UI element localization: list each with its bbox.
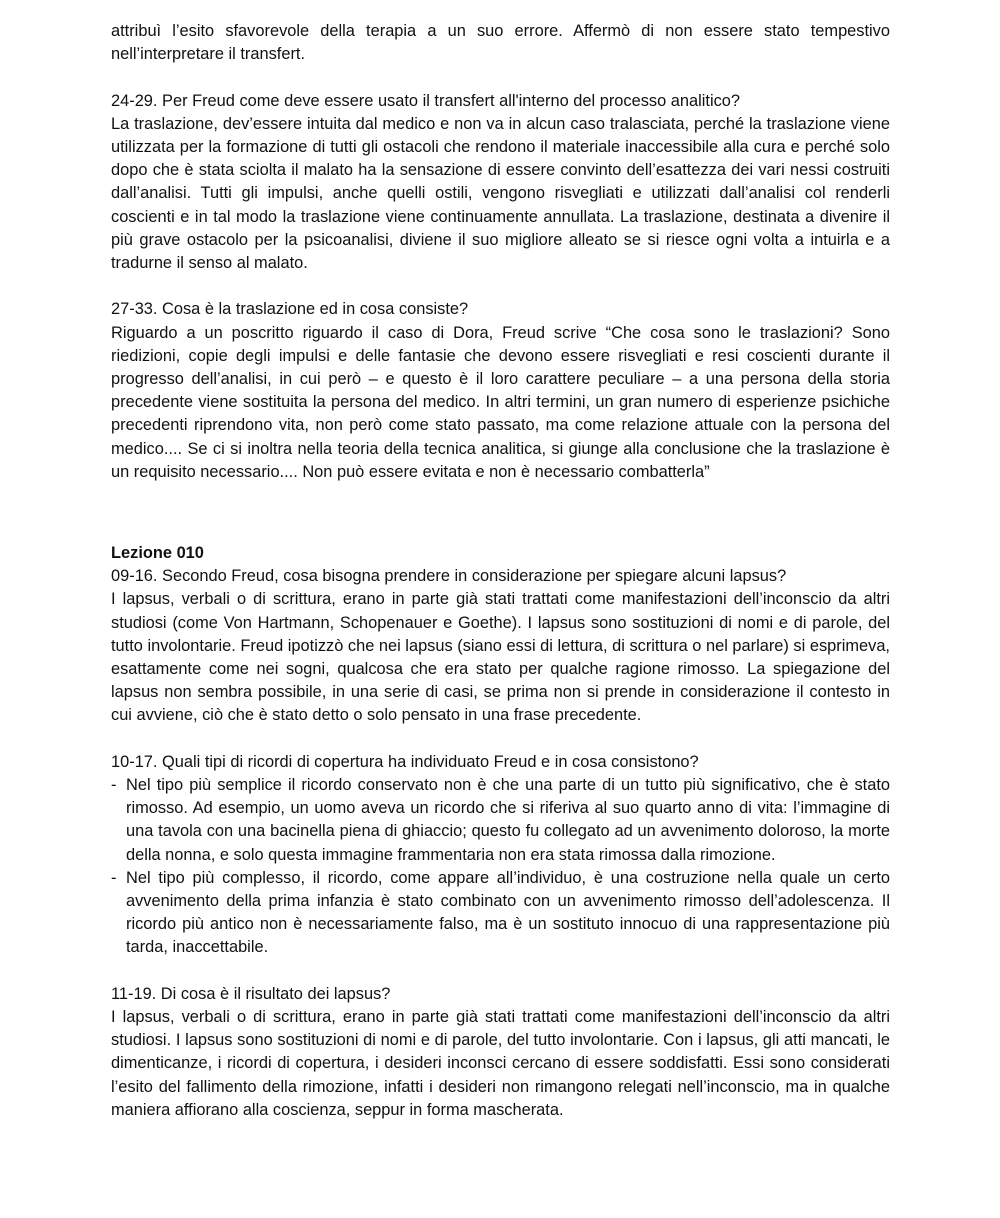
spacer — [111, 484, 890, 519]
bullet-dash: - — [111, 868, 117, 887]
spacer — [111, 960, 890, 983]
list-item-text: Nel tipo più complesso, il ricordo, come appare all’individuo, è una costruzione nella quale un certo avvenimento della prima infanzia è stato combinato con un avvenimento rimosso dell’adolescenza. Il ricordo più antico non è necessariamente falso, ma è un sostituto innocuo di una rappresentazione più tarda, inaccettabile. — [126, 868, 890, 957]
list-item-text: Nel tipo più semplice il ricordo conservato non è che una parte di un tutto più significativo, che è stato rimosso. Ad esempio, un uomo aveva un ricordo che si riferiva al suo quarto anno di vita: l’immagine di una tavola con una bacinella piena di ghiaccio; questo fu collegato ad un avvenimento doloroso, la morte della nonna, e solo questa immagine frammentaria non era stata rimossa dalla rimozione. — [126, 776, 890, 864]
question-24-29: 24-29. Per Freud come deve essere usato il transfert all'interno del processo analitico? — [111, 91, 741, 110]
intro-paragraph: attribuì l’esito sfavorevole della terapia a un suo errore. Affermò di non essere stato tempestivo nell’interpretare il transfert. — [111, 22, 890, 64]
answer-10-17-list — [111, 774, 890, 960]
list-item — [111, 774, 890, 867]
spacer — [111, 728, 890, 751]
question-09-16: 09-16. Secondo Freud, cosa bisogna prendere in considerazione per spiegare alcuni lapsus? — [111, 567, 787, 586]
answer-11-19: I lapsus, verbali o di scrittura, erano in parte già stati trattati come manifestazioni dell’inconscio da altri studiosi. I lapsus sono sostituzioni di nomi e di parole, del tutto involontarie. Con i lapsus, gli atti mancati, le dimenticanze, i ricordi di copertura, i desideri inconsci cercano di essere soddisfatti. Essi sono considerati l’esito del fallimento della rimozione, infatti i desideri non rimangono relegati nell’inconscio, ma in qualche maniera affiorano alla coscienza, seppur in forma mascherata. — [111, 1008, 890, 1119]
answer-27-33: Riguardo a un poscritto riguardo il caso di Dora, Freud scrive “Che cosa sono le traslazioni? Sono riedizioni, copie degli impulsi e delle fantasie che devono essere risvegliati e resi coscienti durante il progresso dell’analisi, in cui però – e questo è il loro carattere peculiare – a una persona della storia precedente viene sostituita la persona del medico. In altri termini, un gran numero di esperienze psichiche precedenti riprendono vita, non però come stato passato, ma come relazione attuale con la persona del medico.... Se ci si inoltra nella teoria della tecnica analitica, si giunge alla conclusione che la traslazione è un requisito necessario.... Non può essere evitata e non è necessario combatterla” — [111, 323, 890, 481]
answer-24-29: La traslazione, dev’essere intuita dal medico e non va in alcun caso tralasciata, perché la traslazione viene utilizzata per la formazione di tutti gli ostacoli che rendono il materiale inaccessibile alla cura e perché solo dopo che è stata sciolta il malato ha la sensazione di essere convinto dell’esattezza dei vari nessi costruiti dall’analisi. Tutti gli impulsi, anche quelli ostili, vengono risvegliati e utilizzati dall’analisi col renderli coscienti e in tal modo la traslazione viene continuamente annullata. La traslazione, destinata a divenire il più grave ostacolo per la psicoanalisi, diviene il suo migliore alleato se si riesce ogni volta a intuirla e a tradurne il senso al malato. — [111, 114, 890, 273]
lesson-heading: Lezione 010 — [111, 544, 204, 563]
list-item — [111, 867, 890, 960]
spacer — [111, 519, 890, 542]
spacer — [111, 275, 890, 298]
question-11-19: 11-19. Di cosa è il risultato dei lapsus? — [111, 984, 391, 1003]
bullet-dash: - — [111, 776, 117, 795]
spacer — [111, 66, 890, 89]
question-27-33: 27-33. Cosa è la traslazione ed in cosa consiste? — [111, 300, 469, 319]
question-10-17: 10-17. Quali tipi di ricordi di copertura ha individuato Freud e in cosa consistono? — [111, 752, 699, 771]
answer-09-16: I lapsus, verbali o di scrittura, erano in parte già stati trattati come manifestazioni dell’inconscio da altri studiosi (come Von Hartmann, Schopenauer e Goethe). I lapsus sono sostituzioni di nomi e di parole, del tutto involontarie. Freud ipotizzò che nei lapsus (siano essi di lettura, di scrittura o nel parlare) si esprimeva, esattamente come nei sogni, qualcosa che era stato per qualche ragione rimosso. La spiegazione del lapsus non sembra possibile, in una serie di casi, se prima non si prende in considerazione il contesto in cui avviene, ciò che è stato detto o solo pensato in una frase precedente. — [111, 590, 890, 725]
